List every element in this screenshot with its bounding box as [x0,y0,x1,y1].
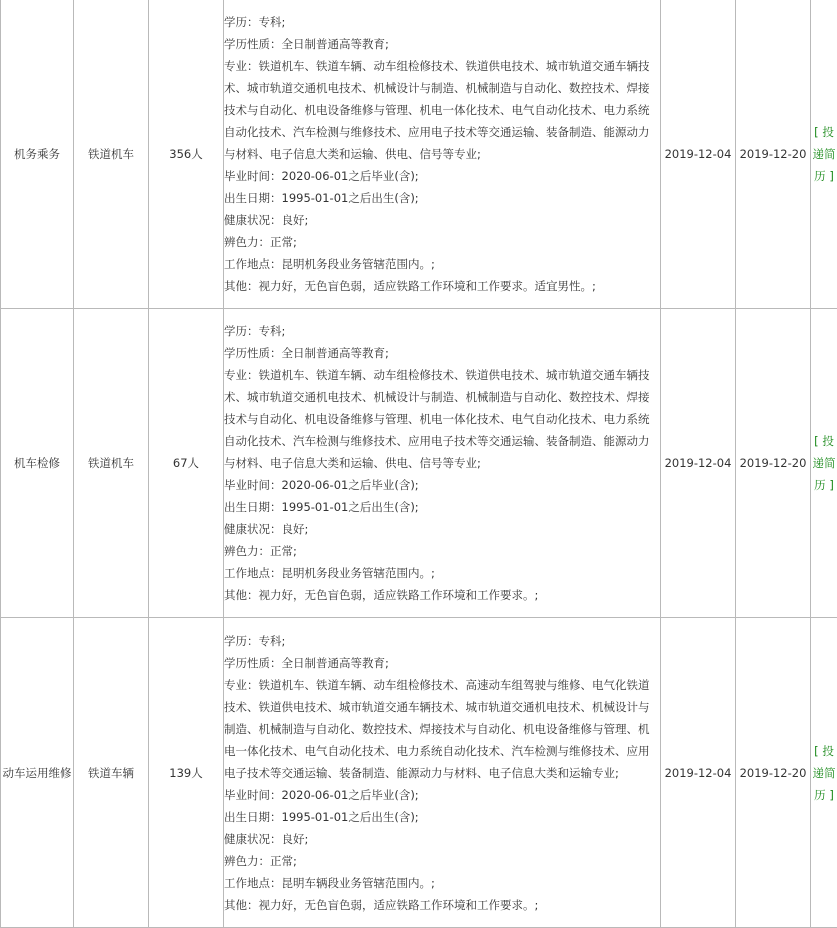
requirements-cell [224,0,661,309]
work-location-line: 工作地点：昆明机务段业务管辖范围内。; [224,562,660,584]
graduation-time-line: 毕业时间：2020-06-01之后毕业(含); [224,784,660,806]
other-line: 其他：视力好，无色盲色弱，适应铁路工作环境和工作要求。; [224,584,660,606]
position-cell: 机车检修 [1,309,74,618]
table-row [1,618,837,928]
headcount-cell: 67人 [149,309,224,618]
submit-resume-link-line: 历 ] [811,784,837,806]
requirements-cell [224,309,661,618]
color-vision-line: 辨色力：正常; [224,850,660,872]
work-location-line: 工作地点：昆明车辆段业务管辖范围内。; [224,872,660,894]
major-category-cell: 铁道车辆 [74,618,149,928]
graduation-time-line: 毕业时间：2020-06-01之后毕业(含); [224,165,660,187]
submit-resume-link[interactable] [811,121,837,187]
birth-date-line: 出生日期：1995-01-01之后出生(含); [224,496,660,518]
start-date-cell: 2019-12-04 [661,309,736,618]
education-line: 学历：专科; [224,320,660,342]
major-category-cell: 铁道机车 [74,309,149,618]
apply-cell [811,309,837,618]
health-line: 健康状况：良好; [224,828,660,850]
headcount-cell: 139人 [149,618,224,928]
apply-cell [811,0,837,309]
education-line: 学历：专科; [224,11,660,33]
education-line: 学历：专科; [224,630,660,652]
birth-date-line: 出生日期：1995-01-01之后出生(含); [224,187,660,209]
major-category-cell: 铁道机车 [74,0,149,309]
majors-line: 专业：铁道机车、铁道车辆、动车组检修技术、高速动车组驾驶与维修、电气化铁道技术、铁道供电技术、城市轨道交通车辆技术、城市轨道交通机电技术、机械设计与制造、机械制造与自动化、数控技术、焊接技术与自动化、机电设备维修与管理、机电一体化技术、电气自动化技术、电力系统自动化技术、汽车检测与维修技术、应用电子技术等交通运输、装备制造、能源动力与材料、电子信息大类和运输专业; [224,674,660,784]
graduation-time-line: 毕业时间：2020-06-01之后毕业(含); [224,474,660,496]
submit-resume-link[interactable] [811,430,837,496]
education-type-line: 学历性质：全日制普通高等教育; [224,342,660,364]
other-line: 其他：视力好，无色盲色弱，适应铁路工作环境和工作要求。适宜男性。; [224,275,660,297]
majors-line: 专业：铁道机车、铁道车辆、动车组检修技术、铁道供电技术、城市轨道交通车辆技术、城市轨道交通机电技术、机械设计与制造、机械制造与自动化、数控技术、焊接技术与自动化、机电设备维修与管理、机电一体化技术、电气自动化技术、电力系统自动化技术、汽车检测与维修技术、应用电子技术等交通运输、装备制造、能源动力与材料、电子信息大类和运输、供电、信号等专业; [224,55,660,165]
submit-resume-link-line: 递简 [811,143,837,165]
start-date-cell: 2019-12-04 [661,618,736,928]
color-vision-line: 辨色力：正常; [224,231,660,253]
majors-line: 专业：铁道机车、铁道车辆、动车组检修技术、铁道供电技术、城市轨道交通车辆技术、城市轨道交通机电技术、机械设计与制造、机械制造与自动化、数控技术、焊接技术与自动化、机电设备维修与管理、机电一体化技术、电气自动化技术、电力系统自动化技术、汽车检测与维修技术、应用电子技术等交通运输、装备制造、能源动力与材料、电子信息大类和运输、供电、信号等专业; [224,364,660,474]
education-type-line: 学历性质：全日制普通高等教育; [224,652,660,674]
submit-resume-link-line: 递简 [811,762,837,784]
health-line: 健康状况：良好; [224,209,660,231]
end-date-cell: 2019-12-20 [736,309,811,618]
submit-resume-link-line: 历 ] [811,474,837,496]
work-location-line: 工作地点：昆明机务段业务管辖范围内。; [224,253,660,275]
position-cell: 动车运用维修 [1,618,74,928]
health-line: 健康状况：良好; [224,518,660,540]
submit-resume-link[interactable] [811,740,837,806]
position-cell: 机务乘务 [1,0,74,309]
table-row [1,0,837,309]
end-date-cell: 2019-12-20 [736,618,811,928]
education-type-line: 学历性质：全日制普通高等教育; [224,33,660,55]
submit-resume-link-line: 递简 [811,452,837,474]
headcount-cell: 356人 [149,0,224,309]
color-vision-line: 辨色力：正常; [224,540,660,562]
submit-resume-link-line: [ 投 [811,430,837,452]
submit-resume-link-line: 历 ] [811,165,837,187]
birth-date-line: 出生日期：1995-01-01之后出生(含); [224,806,660,828]
table-row [1,309,837,618]
other-line: 其他：视力好，无色盲色弱，适应铁路工作环境和工作要求。; [224,894,660,916]
submit-resume-link-line: [ 投 [811,740,837,762]
apply-cell [811,618,837,928]
requirements-cell [224,618,661,928]
end-date-cell: 2019-12-20 [736,0,811,309]
submit-resume-link-line: [ 投 [811,121,837,143]
start-date-cell: 2019-12-04 [661,0,736,309]
